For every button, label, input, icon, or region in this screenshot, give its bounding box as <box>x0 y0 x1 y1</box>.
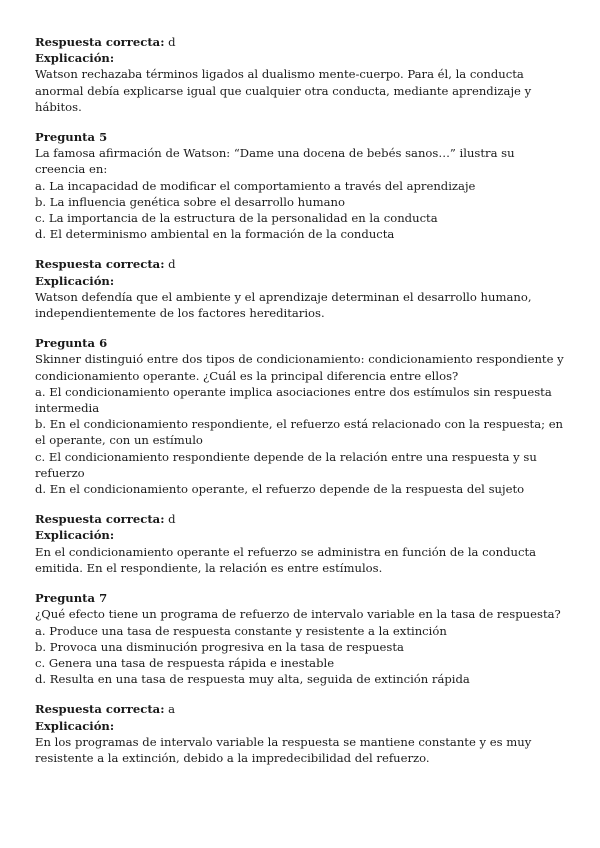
answer-line <box>35 511 565 527</box>
option-a: a. Produce una tasa de respuesta constante y resistente a la extinción <box>35 623 447 638</box>
option-d: d. En el condicionamiento operante, el refuerzo depende de la respuesta del sujeto <box>35 482 525 497</box>
option-c: c. La importancia de la estructura de la personalidad en la conducta <box>35 211 438 226</box>
question-text: La famosa afirmación de Watson: “Dame una docena de bebés sanos…” ilustra su creencia en: <box>35 146 515 177</box>
explanation-label: Explicación: <box>35 273 115 288</box>
answer-label: Respuesta correcta: <box>35 512 165 527</box>
option-a: a. La incapacidad de modificar el comportamiento a través del aprendizaje <box>35 178 476 193</box>
answer-value: d <box>168 257 176 272</box>
option-c: c. El condicionamiento respondiente depende de la relación entre una respuesta y su refuerzo <box>35 449 537 480</box>
document-page <box>35 34 565 780</box>
answer-label: Respuesta correcta: <box>35 35 165 49</box>
answer-block <box>35 511 565 576</box>
option-c: c. Genera una tasa de respuesta rápida e inestable <box>35 655 335 670</box>
question-title: Pregunta 6 <box>35 336 108 351</box>
question-text: ¿Qué efecto tiene un programa de refuerzo de intervalo variable en la tasa de respuesta? <box>35 607 561 622</box>
option-b: b. En el condicionamiento respondiente, el refuerzo está relacionado con la respuesta; en el operante, con un estímulo <box>35 417 564 448</box>
question-block <box>35 129 565 242</box>
answer-block <box>35 256 565 321</box>
answer-block <box>35 34 565 115</box>
option-d: d. El determinismo ambiental en la formación de la conducta <box>35 227 395 242</box>
explanation-text: En el condicionamiento operante el refuerzo se administra en función de la conducta emitida. En el respondiente, la relación es entre estímulos. <box>35 544 537 575</box>
answer-value: d <box>168 35 176 49</box>
answer-block <box>35 701 565 766</box>
question-block <box>35 335 565 497</box>
question-title: Pregunta 5 <box>35 130 108 145</box>
option-d: d. Resulta en una tasa de respuesta muy alta, seguida de extinción rápida <box>35 672 470 687</box>
answer-value: d <box>168 512 176 527</box>
question-text: Skinner distinguió entre dos tipos de condicionamiento: condicionamiento respondiente y condicionamiento operante. ¿Cuál es la principal diferencia entre ellos? <box>35 352 564 383</box>
answer-label: Respuesta correcta: <box>35 257 165 272</box>
explanation-text: Watson defendía que el ambiente y el aprendizaje determinan el desarrollo humano, independientemente de los factores hereditarios. <box>35 289 532 321</box>
answer-label: Respuesta correcta: <box>35 702 165 717</box>
explanation-text: Watson rechazaba términos ligados al dualismo mente-cuerpo. Para él, la conducta anormal debía explicarse igual que cualquier otra conducta, mediante aprendizaje y hábitos. <box>35 67 532 114</box>
answer-value: a <box>168 702 176 717</box>
explanation-label: Explicación: <box>35 51 115 66</box>
answer-line <box>35 34 565 50</box>
option-b: b. Provoca una disminución progresiva en la tasa de respuesta <box>35 639 404 654</box>
explanation-label: Explicación: <box>35 528 115 543</box>
question-title: Pregunta 7 <box>35 591 108 606</box>
explanation-label: Explicación: <box>35 718 115 733</box>
answer-line <box>35 256 565 272</box>
question-block <box>35 590 565 687</box>
option-a: a. El condicionamiento operante implica asociaciones entre dos estímulos sin respuesta intermedia <box>35 384 552 416</box>
option-b: b. La influencia genética sobre el desarrollo humano <box>35 194 345 209</box>
answer-line <box>35 701 565 717</box>
explanation-text: En los programas de intervalo variable la respuesta se mantiene constante y es muy resistente a la extinción, debido a la impredecibilidad del refuerzo. <box>35 734 532 765</box>
